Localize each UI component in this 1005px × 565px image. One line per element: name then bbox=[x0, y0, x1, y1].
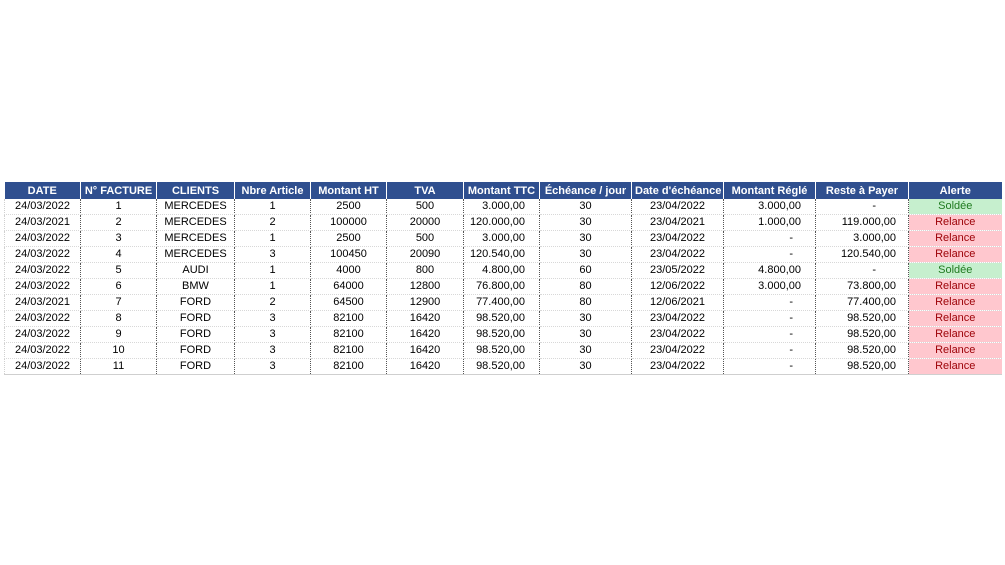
cell-item-count[interactable]: 3 bbox=[235, 247, 311, 263]
cell-invoice-number[interactable]: 9 bbox=[81, 327, 157, 343]
cell-remaining[interactable]: 3.000,00 bbox=[816, 231, 909, 247]
column-header-alert[interactable]: Alerte bbox=[909, 182, 1002, 199]
cell-date[interactable]: 24/03/2022 bbox=[5, 199, 81, 215]
cell-amount-ht[interactable]: 82100 bbox=[311, 311, 387, 327]
cell-alert[interactable]: Relance bbox=[909, 327, 1002, 343]
cell-date[interactable]: 24/03/2021 bbox=[5, 295, 81, 311]
cell-tva[interactable]: 500 bbox=[387, 199, 464, 215]
column-header-amount-ht[interactable]: Montant HT bbox=[311, 182, 387, 199]
cell-amount-paid[interactable]: 1.000,00 bbox=[724, 215, 816, 231]
cell-tva[interactable]: 16420 bbox=[387, 311, 464, 327]
cell-amount-ht[interactable]: 64000 bbox=[311, 279, 387, 295]
cell-amount-paid[interactable]: - bbox=[724, 327, 816, 343]
cell-due-date[interactable]: 23/04/2022 bbox=[632, 359, 724, 375]
cell-client[interactable]: MERCEDES bbox=[157, 247, 235, 263]
cell-date[interactable]: 24/03/2022 bbox=[5, 247, 81, 263]
table-row bbox=[5, 231, 1002, 247]
cell-remaining[interactable]: 120.540,00 bbox=[816, 247, 909, 263]
cell-due-date[interactable]: 23/04/2022 bbox=[632, 231, 724, 247]
invoice-table-container bbox=[4, 182, 1001, 375]
cell-alert[interactable]: Relance bbox=[909, 247, 1002, 263]
table-row bbox=[5, 215, 1002, 231]
cell-amount-ttc[interactable]: 77.400,00 bbox=[464, 295, 540, 311]
cell-date[interactable]: 24/03/2022 bbox=[5, 231, 81, 247]
table-row bbox=[5, 199, 1002, 215]
cell-amount-paid[interactable]: - bbox=[724, 311, 816, 327]
cell-amount-ttc[interactable]: 3.000,00 bbox=[464, 231, 540, 247]
cell-client[interactable]: FORD bbox=[157, 295, 235, 311]
cell-alert[interactable]: Relance bbox=[909, 311, 1002, 327]
cell-invoice-number[interactable]: 8 bbox=[81, 311, 157, 327]
cell-alert[interactable]: Soldée bbox=[909, 199, 1002, 215]
table-row bbox=[5, 359, 1002, 375]
cell-alert[interactable]: Relance bbox=[909, 359, 1002, 375]
cell-invoice-number[interactable]: 1 bbox=[81, 199, 157, 215]
cell-tva[interactable]: 16420 bbox=[387, 327, 464, 343]
cell-item-count[interactable]: 2 bbox=[235, 295, 311, 311]
column-header-item-count[interactable]: Nbre Article bbox=[235, 182, 311, 199]
cell-remaining[interactable]: - bbox=[816, 199, 909, 215]
cell-remaining[interactable]: - bbox=[816, 263, 909, 279]
cell-item-count[interactable]: 2 bbox=[235, 215, 311, 231]
column-header-remaining[interactable]: Reste à Payer bbox=[816, 182, 909, 199]
cell-tva[interactable]: 16420 bbox=[387, 359, 464, 375]
cell-item-count[interactable]: 1 bbox=[235, 231, 311, 247]
cell-amount-ttc[interactable]: 98.520,00 bbox=[464, 327, 540, 343]
cell-amount-ttc[interactable]: 120.000,00 bbox=[464, 215, 540, 231]
cell-item-count[interactable]: 1 bbox=[235, 263, 311, 279]
cell-due-days[interactable]: 80 bbox=[540, 295, 632, 311]
table-row bbox=[5, 327, 1002, 343]
cell-amount-ttc[interactable]: 120.540,00 bbox=[464, 247, 540, 263]
table-row bbox=[5, 279, 1002, 295]
cell-remaining[interactable]: 98.520,00 bbox=[816, 327, 909, 343]
cell-due-days[interactable]: 80 bbox=[540, 279, 632, 295]
cell-client[interactable]: MERCEDES bbox=[157, 231, 235, 247]
cell-alert[interactable]: Relance bbox=[909, 279, 1002, 295]
cell-client[interactable]: FORD bbox=[157, 359, 235, 375]
cell-invoice-number[interactable]: 7 bbox=[81, 295, 157, 311]
cell-client[interactable]: MERCEDES bbox=[157, 199, 235, 215]
header-row bbox=[5, 182, 1002, 199]
column-header-tva[interactable]: TVA bbox=[387, 182, 464, 199]
cell-due-days[interactable]: 30 bbox=[540, 247, 632, 263]
column-header-due-days[interactable]: Échéance / jour bbox=[540, 182, 632, 199]
cell-due-days[interactable]: 30 bbox=[540, 311, 632, 327]
column-header-clients[interactable]: CLIENTS bbox=[157, 182, 235, 199]
cell-date[interactable]: 24/03/2022 bbox=[5, 311, 81, 327]
cell-amount-ttc[interactable]: 76.800,00 bbox=[464, 279, 540, 295]
cell-item-count[interactable]: 1 bbox=[235, 199, 311, 215]
cell-due-date[interactable]: 23/04/2022 bbox=[632, 247, 724, 263]
cell-amount-ttc[interactable]: 98.520,00 bbox=[464, 311, 540, 327]
cell-tva[interactable]: 12900 bbox=[387, 295, 464, 311]
cell-invoice-number[interactable]: 2 bbox=[81, 215, 157, 231]
cell-amount-ttc[interactable]: 98.520,00 bbox=[464, 343, 540, 359]
cell-date[interactable]: 24/03/2021 bbox=[5, 215, 81, 231]
table-row bbox=[5, 263, 1002, 279]
cell-invoice-number[interactable]: 3 bbox=[81, 231, 157, 247]
cell-alert[interactable]: Soldée bbox=[909, 263, 1002, 279]
cell-due-date[interactable]: 23/04/2022 bbox=[632, 343, 724, 359]
cell-client[interactable]: MERCEDES bbox=[157, 215, 235, 231]
cell-amount-paid[interactable]: 3.000,00 bbox=[724, 279, 816, 295]
cell-due-date[interactable]: 23/04/2022 bbox=[632, 311, 724, 327]
cell-alert[interactable]: Relance bbox=[909, 343, 1002, 359]
cell-due-date[interactable]: 12/06/2021 bbox=[632, 295, 724, 311]
cell-amount-paid[interactable]: - bbox=[724, 231, 816, 247]
cell-due-days[interactable]: 30 bbox=[540, 231, 632, 247]
cell-amount-ht[interactable]: 82100 bbox=[311, 343, 387, 359]
cell-tva[interactable]: 20000 bbox=[387, 215, 464, 231]
cell-invoice-number[interactable]: 10 bbox=[81, 343, 157, 359]
cell-date[interactable]: 24/03/2022 bbox=[5, 343, 81, 359]
cell-tva[interactable]: 500 bbox=[387, 231, 464, 247]
cell-remaining[interactable]: 73.800,00 bbox=[816, 279, 909, 295]
cell-remaining[interactable]: 98.520,00 bbox=[816, 343, 909, 359]
cell-amount-paid[interactable]: 3.000,00 bbox=[724, 199, 816, 215]
column-header-amount-ttc[interactable]: Montant TTC bbox=[464, 182, 540, 199]
cell-tva[interactable]: 20090 bbox=[387, 247, 464, 263]
cell-item-count[interactable]: 3 bbox=[235, 311, 311, 327]
table-row bbox=[5, 247, 1002, 263]
cell-client[interactable]: FORD bbox=[157, 311, 235, 327]
cell-due-days[interactable]: 30 bbox=[540, 199, 632, 215]
cell-client[interactable]: BMW bbox=[157, 279, 235, 295]
cell-item-count[interactable]: 3 bbox=[235, 343, 311, 359]
invoice-table bbox=[4, 182, 1002, 375]
column-header-invoice-number[interactable]: N° FACTURE bbox=[81, 182, 157, 199]
cell-tva[interactable]: 16420 bbox=[387, 343, 464, 359]
cell-remaining[interactable]: 119.000,00 bbox=[816, 215, 909, 231]
cell-due-days[interactable]: 30 bbox=[540, 215, 632, 231]
cell-date[interactable]: 24/03/2022 bbox=[5, 359, 81, 375]
cell-client[interactable]: FORD bbox=[157, 327, 235, 343]
cell-amount-ttc[interactable]: 3.000,00 bbox=[464, 199, 540, 215]
cell-invoice-number[interactable]: 6 bbox=[81, 279, 157, 295]
cell-amount-paid[interactable]: - bbox=[724, 295, 816, 311]
cell-amount-ttc[interactable]: 4.800,00 bbox=[464, 263, 540, 279]
cell-due-days[interactable]: 30 bbox=[540, 359, 632, 375]
cell-date[interactable]: 24/03/2022 bbox=[5, 279, 81, 295]
cell-due-date[interactable]: 23/04/2022 bbox=[632, 199, 724, 215]
cell-amount-ht[interactable]: 82100 bbox=[311, 327, 387, 343]
cell-item-count[interactable]: 1 bbox=[235, 279, 311, 295]
cell-due-days[interactable]: 30 bbox=[540, 343, 632, 359]
column-header-due-date[interactable]: Date d'échéance bbox=[632, 182, 724, 199]
cell-amount-paid[interactable]: - bbox=[724, 359, 816, 375]
cell-date[interactable]: 24/03/2022 bbox=[5, 327, 81, 343]
cell-amount-ht[interactable]: 100450 bbox=[311, 247, 387, 263]
table-row bbox=[5, 343, 1002, 359]
cell-amount-ht[interactable]: 2500 bbox=[311, 199, 387, 215]
cell-tva[interactable]: 800 bbox=[387, 263, 464, 279]
cell-tva[interactable]: 12800 bbox=[387, 279, 464, 295]
cell-item-count[interactable]: 3 bbox=[235, 327, 311, 343]
cell-alert[interactable]: Relance bbox=[909, 295, 1002, 311]
cell-due-date[interactable]: 23/04/2022 bbox=[632, 327, 724, 343]
column-header-date[interactable]: DATE bbox=[5, 182, 81, 199]
cell-amount-paid[interactable]: - bbox=[724, 247, 816, 263]
cell-invoice-number[interactable]: 11 bbox=[81, 359, 157, 375]
cell-amount-ht[interactable]: 64500 bbox=[311, 295, 387, 311]
cell-client[interactable]: FORD bbox=[157, 343, 235, 359]
cell-due-date[interactable]: 23/05/2022 bbox=[632, 263, 724, 279]
cell-amount-ht[interactable]: 100000 bbox=[311, 215, 387, 231]
cell-alert[interactable]: Relance bbox=[909, 215, 1002, 231]
column-header-amount-paid[interactable]: Montant Réglé bbox=[724, 182, 816, 199]
cell-amount-paid[interactable]: - bbox=[724, 343, 816, 359]
cell-amount-ht[interactable]: 4000 bbox=[311, 263, 387, 279]
cell-alert[interactable]: Relance bbox=[909, 231, 1002, 247]
table-row bbox=[5, 295, 1002, 311]
table-row bbox=[5, 311, 1002, 327]
cell-amount-paid[interactable]: 4.800,00 bbox=[724, 263, 816, 279]
cell-client[interactable]: AUDI bbox=[157, 263, 235, 279]
cell-remaining[interactable]: 98.520,00 bbox=[816, 311, 909, 327]
cell-due-days[interactable]: 60 bbox=[540, 263, 632, 279]
cell-remaining[interactable]: 77.400,00 bbox=[816, 295, 909, 311]
cell-invoice-number[interactable]: 5 bbox=[81, 263, 157, 279]
cell-date[interactable]: 24/03/2022 bbox=[5, 263, 81, 279]
cell-amount-ttc[interactable]: 98.520,00 bbox=[464, 359, 540, 375]
cell-amount-ht[interactable]: 2500 bbox=[311, 231, 387, 247]
cell-due-date[interactable]: 12/06/2022 bbox=[632, 279, 724, 295]
cell-remaining[interactable]: 98.520,00 bbox=[816, 359, 909, 375]
cell-due-date[interactable]: 23/04/2021 bbox=[632, 215, 724, 231]
cell-amount-ht[interactable]: 82100 bbox=[311, 359, 387, 375]
cell-due-days[interactable]: 30 bbox=[540, 327, 632, 343]
cell-item-count[interactable]: 3 bbox=[235, 359, 311, 375]
cell-invoice-number[interactable]: 4 bbox=[81, 247, 157, 263]
